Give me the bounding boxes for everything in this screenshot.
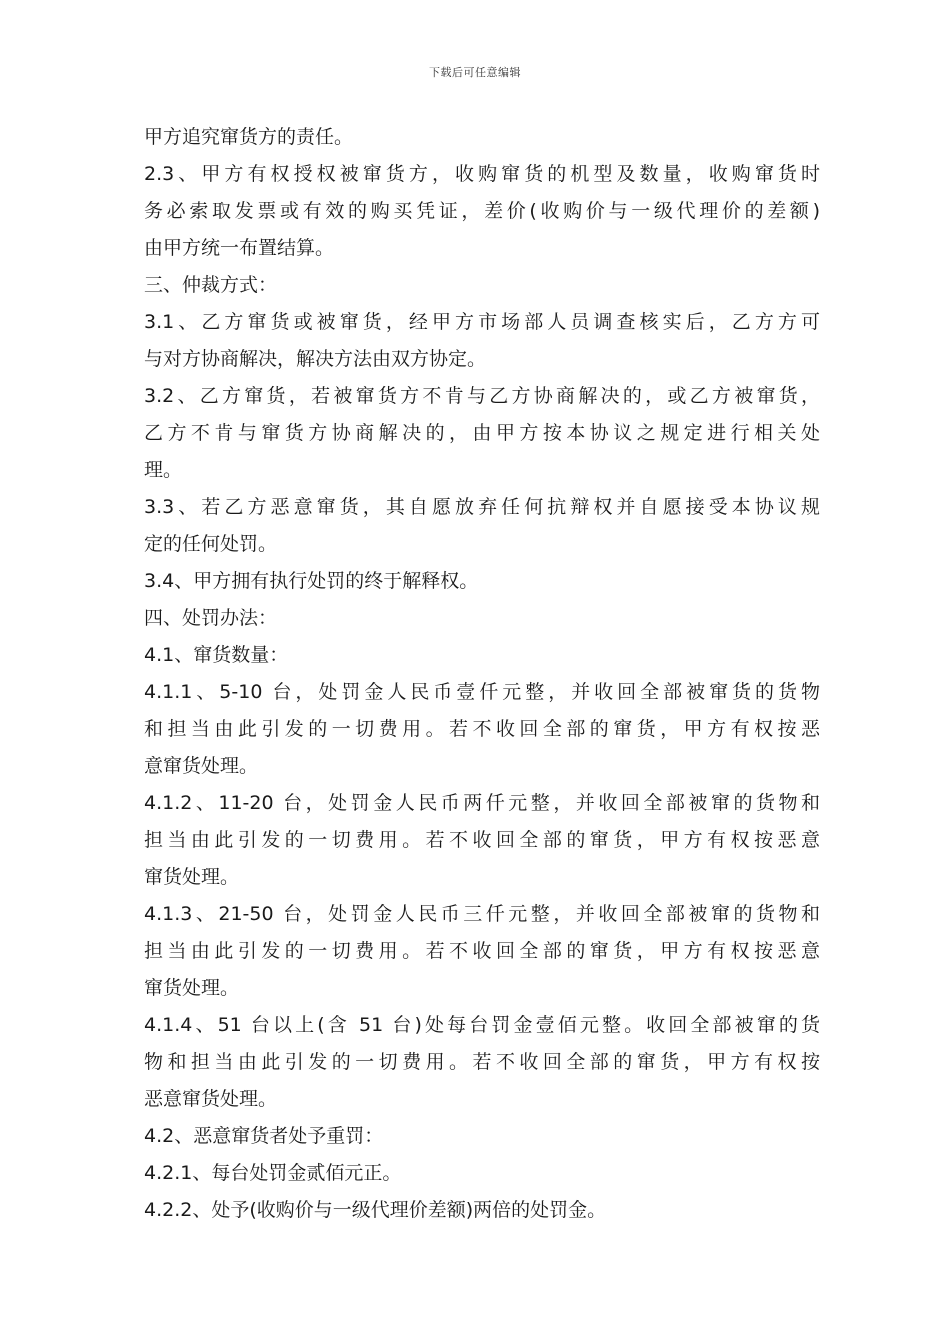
text-line: 乙方不肯与窜货方协商解决的，由甲方按本协议之规定进行相关处	[144, 422, 820, 444]
text-line: 4.2、恶意窜货者处予重罚：	[144, 1125, 384, 1147]
text-line: 与对方协商解决，解决方法由双方协定。	[144, 348, 487, 370]
text-line: 三、仲裁方式：	[144, 274, 278, 296]
text-line: 3.4、甲方拥有执行处罚的终于解释权。	[144, 570, 479, 592]
text-line: 理。	[144, 459, 183, 481]
text-line: 甲方追究窜货方的责任。	[144, 126, 354, 148]
text-line: 和担当由此引发的一切费用。若不收回全部的窜货，甲方有权按恶	[144, 718, 820, 740]
text-line: 3.2、乙方窜货，若被窜货方不肯与乙方协商解决的，或乙方被窜货，	[144, 385, 820, 407]
page-header: 下载后可任意编辑	[429, 66, 521, 79]
text-line: 务必索取发票或有效的购买凭证，差价(收购价与一级代理价的差额)	[144, 200, 820, 222]
text-line: 4.1、窜货数量：	[144, 644, 289, 666]
text-line: 4.2.2、处予(收购价与一级代理价差额)两倍的处罚金。	[144, 1199, 607, 1221]
text-line: 4.1.2、11-20 台，处罚金人民币两仟元整，并收回全部被窜的货物和	[144, 792, 820, 814]
document-body	[144, 119, 820, 1229]
text-line: 4.1.3、21-50 台，处罚金人民币三仟元整，并收回全部被窜的货物和	[144, 903, 820, 925]
text-line: 窜货处理。	[144, 866, 240, 888]
text-line: 4.2.1、每台处罚金贰佰元正。	[144, 1162, 402, 1184]
text-line: 4.1.1、5-10 台，处罚金人民币壹仟元整，并收回全部被窜货的货物	[144, 681, 820, 703]
text-line: 意窜货处理。	[144, 755, 259, 777]
text-line: 担当由此引发的一切费用。若不收回全部的窜货，甲方有权按恶意	[144, 829, 820, 851]
text-line: 窜货处理。	[144, 977, 240, 999]
text-line: 定的任何处罚。	[144, 533, 278, 555]
text-line: 2.3、甲方有权授权被窜货方，收购窜货的机型及数量，收购窜货时	[144, 163, 820, 185]
text-line: 4.1.4、51 台以上(含 51 台)处每台罚金壹佰元整。收回全部被窜的货	[144, 1014, 820, 1036]
text-line: 物和担当由此引发的一切费用。若不收回全部的窜货，甲方有权按	[144, 1051, 820, 1073]
text-line: 由甲方统一布置结算。	[144, 237, 335, 259]
text-line: 担当由此引发的一切费用。若不收回全部的窜货，甲方有权按恶意	[144, 940, 820, 962]
text-line: 四、处罚办法：	[144, 607, 278, 629]
text-line: 3.3、若乙方恶意窜货，其自愿放弃任何抗辩权并自愿接受本协议规	[144, 496, 820, 518]
text-line: 3.1、乙方窜货或被窜货，经甲方市场部人员调查核实后，乙方方可	[144, 311, 820, 333]
text-line: 恶意窜货处理。	[144, 1088, 278, 1110]
